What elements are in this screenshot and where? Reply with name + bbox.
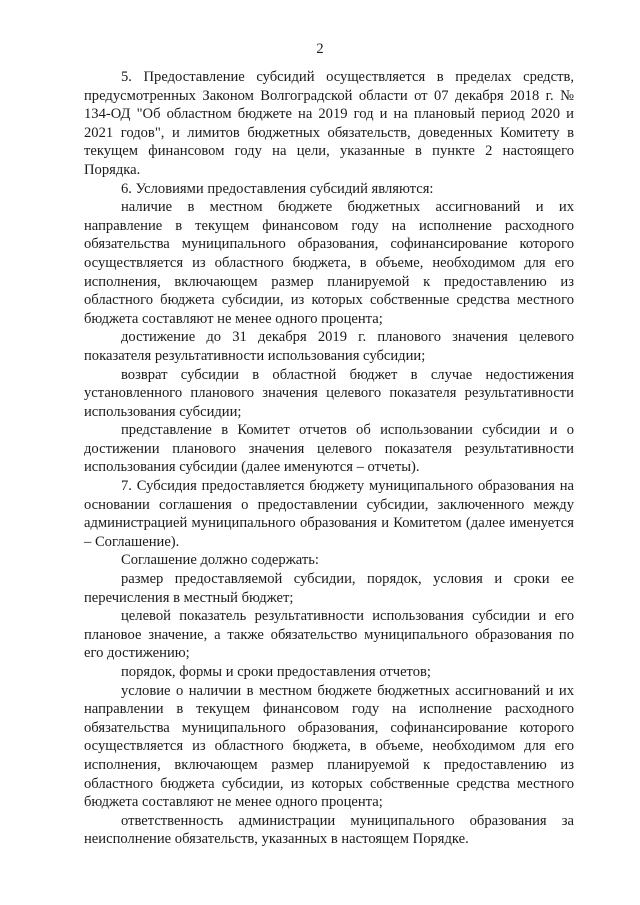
document-body [84,68,574,849]
paragraph-condition-target-achievement: достижение до 31 декабря 2019 г. планового значения целевого показателя результативности использования субсидии; [84,329,574,364]
paragraph-agreement-target-indicator: целевой показатель результативности использования субсидии и его плановое значение, а также обязательство муниципального образования по его достижению; [84,608,574,662]
paragraph-agreement-responsibility: ответственность администрации муниципального образования за неисполнение обязательств, указанных в настоящем Порядке. [84,812,574,848]
paragraph-condition-subsidy-return: возврат субсидии в областной бюджет в случае недостижения установленного планового значения целевого показателя результативности использования субсидии; [84,366,574,420]
page-number: 2 [316,41,324,57]
paragraph-condition-budget-allocations: наличие в местном бюджете бюджетных ассигнований и их направление в текущем финансовом году на исполнение расходного обязательства муниципального образования, софинансирование которого осуществляется из областного бюджета, в объеме, необходимом для его исполнения, включающем размер планируемой к предоставлению из областного бюджета субсидии, из которых собственные средства местного бюджета составляют не менее одного процента; [84,199,574,327]
paragraph-condition-reporting: представление в Комитет отчетов об использовании субсидии и о достижении планового значения целевого показателя результативности использования субсидии (далее именуются – отчеты). [84,422,574,476]
paragraph-agreement-contents-heading: Соглашение должно содержать: [121,552,319,569]
paragraph-agreement-reporting-order: порядок, формы и сроки предоставления отчетов; [121,664,431,680]
paragraph-item-5-funding-limits: 5. Предоставление субсидий осуществляется в пределах средств, предусмотренных Законом Волгоградской области от 07 декабря 2018 г. № 134-ОД "Об областном бюджете на 2019 год и на плановый период 2020 и 2021 годов", и лимитов бюджетных обязательств, доведенных Комитету в текущем финансовом году на цели, указанные в пункте 2 настоящего Порядка. [84,69,574,178]
paragraph-agreement-budget-condition: условие о наличии в местном бюджете бюджетных ассигнований и их направлении в текущем финансовом году на исполнение расходного обязательства муниципального образования, софинансирование которого осуществляется из областного бюджета, в объеме, необходимом для его исполнения, включающем размер планируемой к предоставлению из областного бюджета субсидии, из которых собственные средства местного бюджета составляют не менее одного процента; [84,682,574,811]
paragraph-agreement-subsidy-amount: размер предоставляемой субсидии, порядок, условия и сроки ее перечисления в местный бюджет; [84,571,574,606]
paragraph-item-6-conditions-heading: 6. Условиями предоставления субсидий являются: [121,180,434,197]
paragraph-item-7-agreement: 7. Субсидия предоставляется бюджету муниципального образования на основании соглашения о предоставлении субсидии, заключенного между администрацией муниципального образования и Комитетом (далее именуется – Соглашение). [84,478,574,550]
